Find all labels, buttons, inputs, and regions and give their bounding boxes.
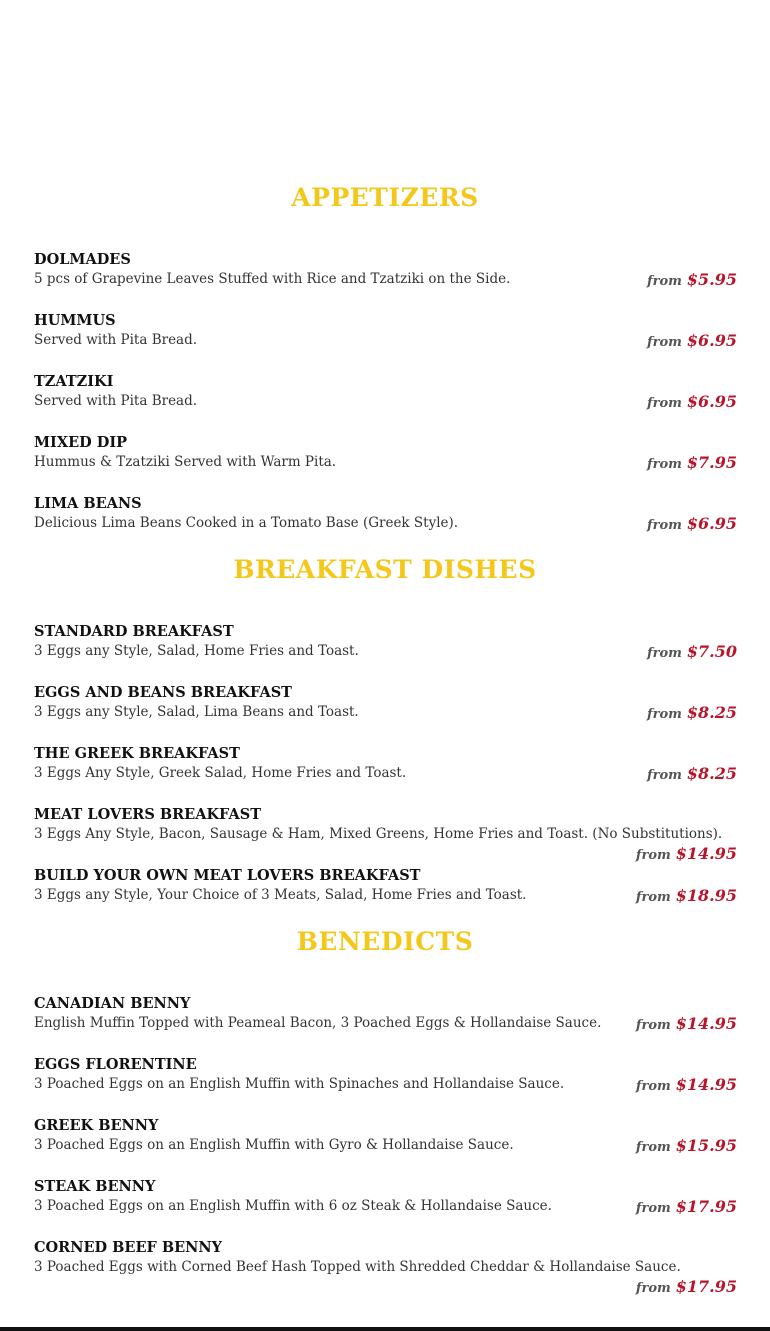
price-prefix: from [647,396,682,411]
menu-item [34,434,737,472]
price-prefix: from [635,1079,671,1094]
item-description: Served with Pita Bread. [34,393,198,409]
price-prefix: from [647,768,682,783]
price-prefix: from [647,707,682,722]
price-prefix: from [635,848,671,863]
item-name: EGGS AND BEANS BREAKFAST [34,684,292,701]
item-price [636,1075,737,1094]
price-prefix: from [647,335,682,350]
menu-item [34,684,737,722]
section-heading-breakfast-dishes: BREAKFAST DISHES [233,555,537,584]
price-amount: $5.95 [686,270,737,289]
item-price [647,270,737,289]
item-description: 3 Eggs Any Style, Bacon, Sausage & Ham, Mixed Greens, Home Fries and Toast. (No Substitutions). [34,826,723,842]
item-price [636,1277,737,1296]
price-amount: $15.95 [675,1136,737,1155]
price-amount: $6.95 [686,514,737,533]
item-price [647,703,737,722]
item-price [636,844,737,863]
price-prefix: from [647,518,682,533]
item-name: CANADIAN BENNY [34,995,191,1012]
item-name: EGGS FLORENTINE [34,1056,197,1073]
price-prefix: from [635,1201,671,1216]
item-name: LIMA BEANS [34,495,142,512]
item-price [636,1014,737,1033]
item-description: Hummus & Tzatziki Served with Warm Pita. [34,454,337,470]
item-description: English Muffin Topped with Peameal Bacon, 3 Poached Eggs & Hollandaise Sauce. [34,1015,602,1031]
item-price [636,886,737,905]
menu-item [34,745,737,783]
price-amount: $8.25 [686,703,737,722]
item-description: 3 Poached Eggs on an English Muffin with Gyro & Hollandaise Sauce. [34,1137,514,1153]
price-amount: $6.95 [686,331,737,350]
item-price [647,514,737,533]
menu-item [34,1117,737,1155]
item-description: 3 Poached Eggs on an English Muffin with 6 oz Steak & Hollandaise Sauce. [34,1198,552,1214]
section-heading-appetizers: APPETIZERS [291,183,479,212]
price-amount: $14.95 [675,844,737,863]
menu-item [34,1239,737,1296]
price-amount: $14.95 [675,1014,737,1033]
item-description: 3 Eggs any Style, Salad, Lima Beans and Toast. [34,704,359,720]
item-name: DOLMADES [34,251,131,268]
price-amount: $8.25 [686,764,737,783]
item-name: BUILD YOUR OWN MEAT LOVERS BREAKFAST [34,867,421,884]
item-name: TZATZIKI [34,373,114,390]
price-amount: $17.95 [675,1277,737,1296]
item-name: HUMMUS [34,312,116,329]
item-price [647,764,737,783]
menu-item [34,867,737,905]
item-price [636,1197,737,1216]
menu-item [34,806,737,863]
menu-item [34,495,737,533]
price-amount: $7.50 [686,642,737,661]
item-name: STEAK BENNY [34,1178,156,1195]
price-prefix: from [635,1140,671,1155]
item-description: Delicious Lima Beans Cooked in a Tomato Base (Greek Style). [34,515,459,531]
menu-item [34,1178,737,1216]
item-description: 3 Poached Eggs on an English Muffin with Spinaches and Hollandaise Sauce. [34,1076,565,1092]
item-price [647,453,737,472]
menu-item [34,373,737,411]
section-heading-benedicts: BENEDICTS [296,927,474,956]
item-name: MIXED DIP [34,434,128,451]
item-description: 3 Eggs Any Style, Greek Salad, Home Fries and Toast. [34,765,407,781]
item-name: THE GREEK BREAKFAST [34,745,240,762]
price-prefix: from [647,274,682,289]
price-prefix: from [647,457,682,472]
item-description: 3 Eggs any Style, Salad, Home Fries and Toast. [34,643,359,659]
menu-item [34,995,737,1033]
menu-item [34,251,737,289]
bottom-divider [0,1327,770,1331]
menu-item [34,623,737,661]
item-price [647,392,737,411]
item-description: Served with Pita Bread. [34,332,198,348]
item-name: GREEK BENNY [34,1117,159,1134]
item-name: CORNED BEEF BENNY [34,1239,223,1256]
item-name: STANDARD BREAKFAST [34,623,234,640]
price-prefix: from [635,890,671,905]
price-amount: $6.95 [686,392,737,411]
menu-item [34,312,737,350]
price-prefix: from [635,1281,671,1296]
price-amount: $17.95 [675,1197,737,1216]
menu-item [34,1056,737,1094]
item-description: 3 Eggs any Style, Your Choice of 3 Meats, Salad, Home Fries and Toast. [34,887,527,903]
price-amount: $14.95 [675,1075,737,1094]
item-name: MEAT LOVERS BREAKFAST [34,806,262,823]
item-description: 3 Poached Eggs with Corned Beef Hash Topped with Shredded Cheddar & Hollandaise Sauce. [34,1259,681,1275]
item-description: 5 pcs of Grapevine Leaves Stuffed with Rice and Tzatziki on the Side. [34,271,511,287]
price-prefix: from [647,646,682,661]
item-price [647,642,737,661]
item-price [636,1136,737,1155]
item-price [647,331,737,350]
price-prefix: from [635,1018,671,1033]
price-amount: $18.95 [675,886,737,905]
price-amount: $7.95 [686,453,737,472]
